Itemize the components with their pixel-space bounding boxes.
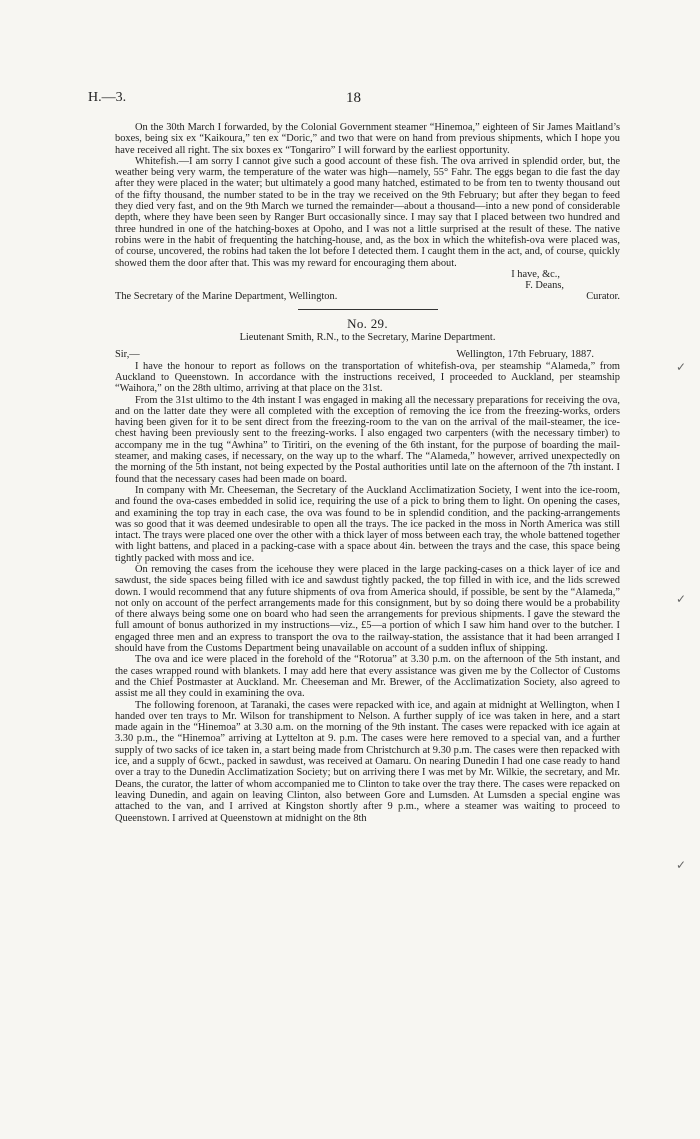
letter29-paragraph: The ova and ice were placed in the forehold of the “Rotorua” at 3.30 p.m. on the afternoon of the 5th instant, and the cases wrapped round with blankets. I may add here that every assistance was given me by the Collector of Customs and the Chief Postmaster at Auckland. Mr. Cheeseman and Mr. Brewer, of the Acclimatization Society, also agreed to assist me all they could in examining the ova. xyxy=(115,654,620,700)
margin-mark: ✓ xyxy=(676,360,687,374)
report-code: H.—3. xyxy=(88,90,127,105)
margin-mark: ✓ xyxy=(676,592,687,606)
section-divider xyxy=(298,309,438,310)
letter29-salutation-row xyxy=(115,349,620,360)
letter28-signature: F. Deans, xyxy=(525,280,564,292)
letter28-paragraph-whitefish: Whitefish.—I am sorry I cannot give such a good account of these fish. The ova arrived in splendid order, but, the weather being very warm, the temperature of the water was high—namely, 55° Fahr. The eggs began to die fast the day after they were placed in the water; but ultimately a good many hatched, estimated to be from ten to twenty thousand out of the fifty thousand, the number stated to be in the tray we received on the 9th February; but after they began to feed they died very fast, and on the 9th March we turned the remainder—about a thousand—into a new pond of considerable depth, where they have been seen by Ranger Burt occasionally since. I may say that I placed between two hundred and three hundred in one of the hatching-boxes at Opoho, and I was not a little surprised at the result of these. The native robins were in the habit of frequenting the hatching-house, and, as the box in which the whitefish-ova were placed was, of course, uncovered, the robins had taken the lot before I detected them. I caught them in the act, and, of course, quickly showed them the door after that. This was my reward for encouraging them about. xyxy=(115,155,620,269)
page-number: 18 xyxy=(346,90,361,106)
letter29-paragraph: In company with Mr. Cheeseman, the Secretary of the Auckland Acclimatization Society, I went into the ice-room, and found the ova-cases embedded in solid ice, requiring the use of a pick to bring them to light. On opening the cases, and examining the top tray in each case, the ova was found to be in splendid condition, and the packing-arrangements was so good that it was deemed undesirable to open all the trays. The ice packed in the moss in North America was still intact. The trays were placed one over the other with a thick layer of moss between each tray, the whole battened together with light battens, and placed in a packing-case with a space about 4in. between the trays and the case, this space being tightly packed with moss and ice. xyxy=(115,484,620,564)
page-header xyxy=(88,90,612,110)
letter28-paragraph-1: On the 30th March I forwarded, by the Colonial Government steamer “Hinemoa,” eighteen of Sir James Maitland’s boxes, being six ex “Kaikoura,” ten ex “Doric,” and two that were on hand from previous shipments, which I hope you have received all right. The six boxes ex “Tongariro” I will forward by the earliest opportunity. xyxy=(115,122,620,156)
letter28-signer-title: Curator. xyxy=(586,291,620,303)
letter29-place-date: Wellington, 17th February, 1887. xyxy=(456,349,594,361)
letter29-paragraph: The following forenoon, at Taranaki, the cases were repacked with ice, and again at midnight at Wellington, when I handed over ten trays to Mr. Wilson for transhipment to Nelson. A further supply of ice was taken in here, and a start made again in the “Hinemoa” at 3.30 a.m. on the morning of the 9th instant. The cases were repacked with ice again at 3.30 p.m., the “Hinemoa” arriving at Lyttelton at 9. p.m. The cases were here removed to a special van, and a further supply of two sacks of ice taken in, a start being made from Christchurch at 9.30 p.m. The cases were then repacked with ice, and a supply of 6cwt., packed in sawdust, was received at Oamaru. On nearing Dunedin I had one case ready to hand over a tray to the Dunedin Acclimatization Society; but on arriving there I was met by Mr. Wilkie, the secretary, and Mr. Deans, the curator, the latter of whom accompanied me to Clinton to take over the tray there. The cases were repacked on leaving Dunedin, and again on leaving Clinton, also between Gore and Lumsden. At Lumsden a special engine was attached to the van, and I arrived at Kingston shortly after 9 p.m., where a steamer was waiting to proceed to Queenstown. I arrived at Queenstown at midnight on the 8th xyxy=(115,699,620,824)
letter29-paragraph: I have the honour to report as follows on the transportation of whitefish-ova, per steamship “Alameda,” from Auckland to Queenstown. In accordance with the instructions received, I proceeded to Auckland, per steamship “Waihora,” on the 28th ultimo, arriving at that place on the 31st. xyxy=(115,360,620,395)
letter29-paragraph: On removing the cases from the icehouse they were placed in the large packing-cases on a thick layer of ice and sawdust, the side spaces being filled with ice and sawdust tightly packed, the top filled in with ice, and the lids screwed down. I would recommend that any future shipments of ova from America should, if possible, be sent by the “Alameda,” not only on account of the perfect arrangements made for this consignment, but by so doing there would be a probability of there always being some one on board who had seen the arrangements for previous shipments. I gave the steward the full amount of bonus authorized in my instructions—viz., £5—a portion of which I saw him hand over to the butcher. I engaged three men and an express to transport the ova to the railway-station, the assistance that it had been arranged I should have from the Customs Department being unavailable on account of a sudden influx of shipping. xyxy=(115,563,620,655)
letter28-recipient-row xyxy=(115,291,620,302)
letter29-heading: Lieutenant Smith, R.N., to the Secretary, Marine Department. xyxy=(239,332,496,344)
letter28-closing: I have, &c., xyxy=(511,268,560,280)
letter29-number: No. 29. xyxy=(347,315,388,331)
page-body xyxy=(115,122,620,824)
margin-mark: ✓ xyxy=(676,858,687,872)
letter28-recipient: The Secretary of the Marine Department, Wellington. xyxy=(115,291,338,303)
letter29-paragraph: From the 31st ultimo to the 4th instant I was engaged in making all the necessary preparations for receiving the ova, and on the latter date they were all completed with the exception of removing the ice from the freezing-works, orders having been given for it to be sent direct from the freezing-room to the van on the arrival of the mail-steamer, the ice-chest having been previously sent to the freezing-works. I also engaged two carpenters (with the necessary timber) to accompany me in the tug “Awhina” to Tiritiri, on the evening of the 6th instant, for the purpose of boarding the mail-steamer, and making cases, if necessary, on the way up to the wharf. The “Alameda,” however, arrived unexpectedly on the morning of the 5th instant, not being expected by the Postal authorities until late on the afternoon of the 7th instant. I found that the necessary cases had been made on board. xyxy=(115,394,620,485)
letter29-salutation: Sir,— xyxy=(115,349,140,361)
